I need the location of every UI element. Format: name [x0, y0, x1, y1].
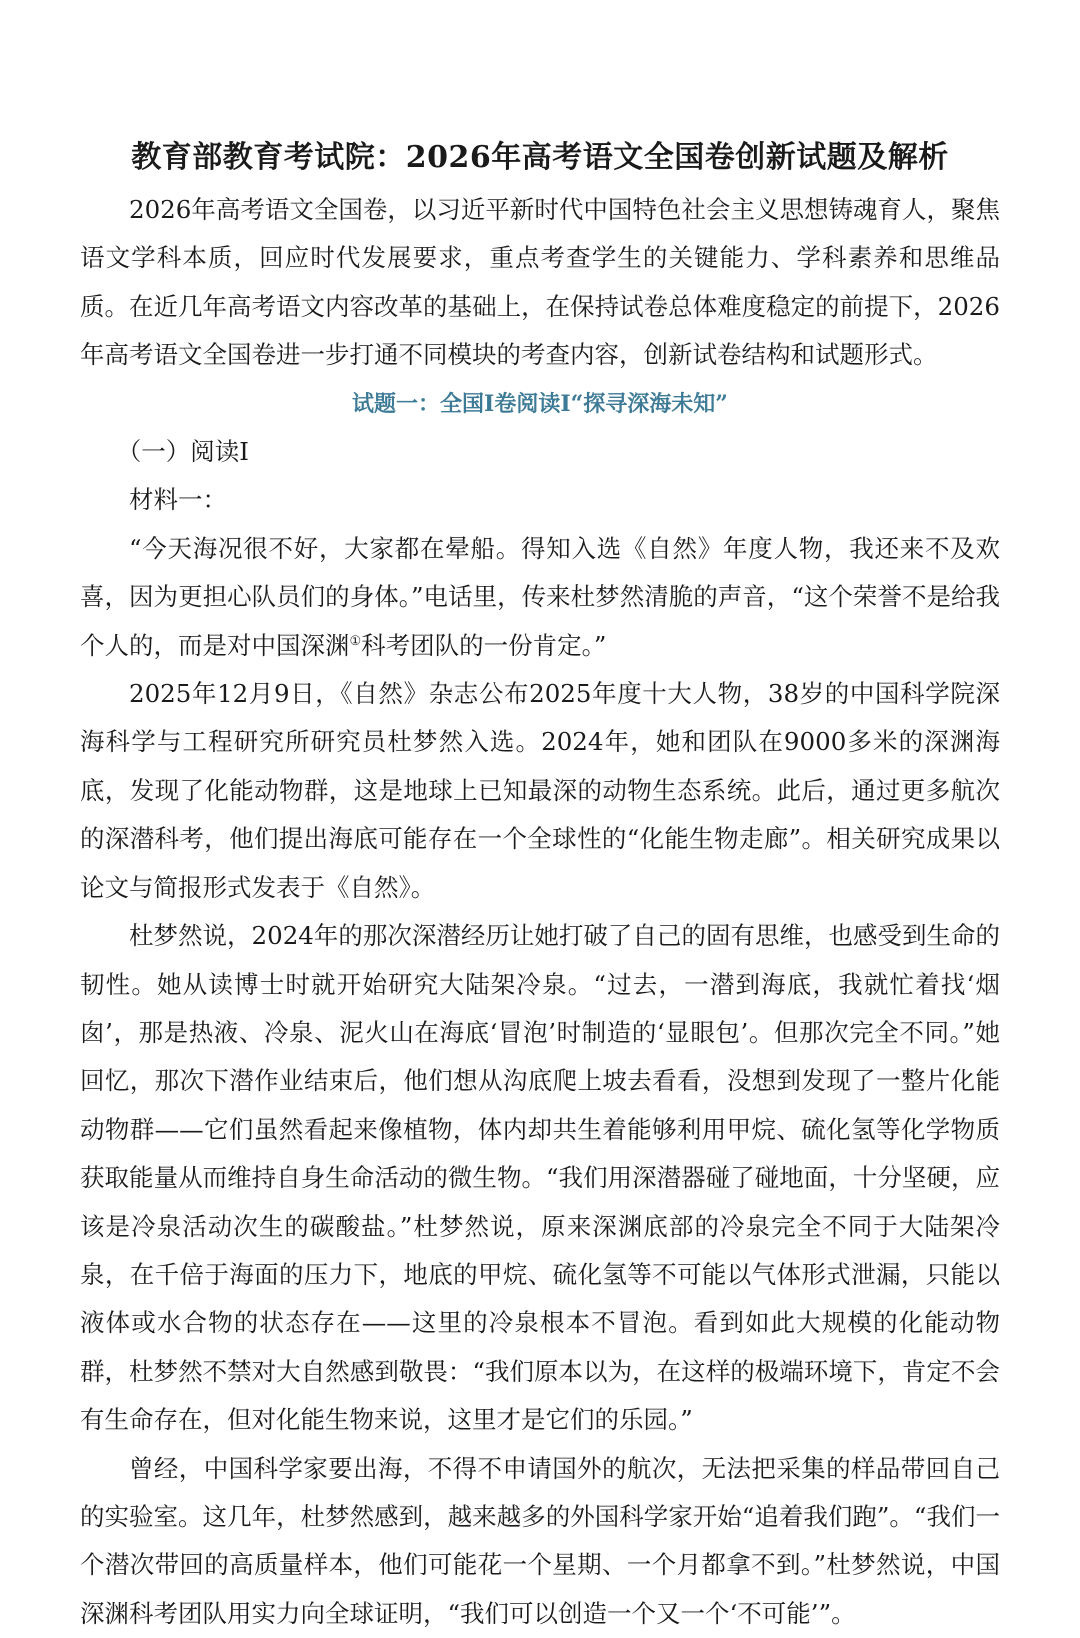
paragraph-3: 杜梦然说，2024年的那次深潜经历让她打破了自己的固有思维，也感受到生命的韧性。她从读博士时就开始研究大陆架冷泉。“过去，一潜到海底，我就忙着找‘烟囱’，那是热液、冷泉、泥火山在海底‘冒泡’时制造的‘显眼包’。但那次完全不同。”她回忆，那次下潜作业结束后，他们想从沟底爬上坡去看看，没想到发现了一整片化能动物群——它们虽然看起来像植物，体内却共生着能够利用甲烷、硫化氢等化学物质获取能量从而维持自身生命活动的微生物。“我们用深潜器碰了碰地面，十分坚硬，应该是冷泉活动次生的碳酸盐。”杜梦然说，原来深渊底部的冷泉完全不同于大陆架冷泉，在千倍于海面的压力下，地底的甲烷、硫化氢等不可能以气体形式泄漏，只能以液体或水合物的状态存在——这里的冷泉根本不冒泡。看到如此大规模的化能动物群，杜梦然不禁对大自然感到敬畏：“我们原本以为，在这样的极端环境下，肯定不会有生命存在，但对化能生物来说，这里才是它们的乐园。”: [80, 921, 1000, 1435]
material-label: 材料一：: [129, 485, 227, 515]
subsection-label: （一）阅读Ⅰ: [116, 437, 249, 467]
document-title: 教育部教育考试院：2026年高考语文全国卷创新试题及解析: [131, 140, 949, 175]
paragraph-1: [80, 525, 1000, 670]
paragraph-1-part-b: 科考团队的一份肯定。”: [361, 630, 607, 660]
paragraph-2: 2025年12月9日，《自然》杂志公布2025年度十大人物，38岁的中国科学院深海科学与工程研究所研究员杜梦然入选。2024年，她和团队在9000多米的深渊海底，发现了化能动物群，这是地球上已知最深的动物生态系统。此后，通过更多航次的深潜科考，他们提出海底可能存在一个全球性的“化能生物走廊”。相关研究成果以论文与简报形式发表于《自然》。: [80, 679, 1000, 902]
intro-paragraph: 2026年高考语文全国卷，以习近平新时代中国特色社会主义思想铸魂育人，聚焦语文学科本质，回应时代发展要求，重点考查学生的关键能力、学科素养和思维品质。在近几年高考语文内容改革的基础上，在保持试卷总体难度稳定的前提下，2026年高考语文全国卷进一步打通不同模块的考查内容，创新试卷结构和试题形式。: [80, 195, 1000, 370]
paragraph-4: 曾经，中国科学家要出海，不得不申请国外的航次，无法把采集的样品带回自己的实验室。这几年，杜梦然感到，越来越多的外国科学家开始“追着我们跑”。“我们一个潜次带回的高质量样本，他们可能花一个星期、一个月都拿不到。”杜梦然说，中国深渊科考团队用实力向全球证明，“我们可以创造一个又一个‘不可能’”。: [80, 1453, 1000, 1628]
document-body: [80, 186, 1000, 1638]
paragraph-1-part-a: “今天海况很不好，大家都在晕船。得知入选《自然》年度人物，我还来不及欢喜，因为更担心队员们的身体。”电话里，传来杜梦然清脆的声音，“这个荣誉不是给我个人的，而是对中国深渊: [80, 533, 1000, 660]
footnote-marker: ①: [349, 633, 362, 649]
section-heading: 试题一：全国Ⅰ卷阅读Ⅰ“探寻深海未知”: [352, 390, 728, 417]
